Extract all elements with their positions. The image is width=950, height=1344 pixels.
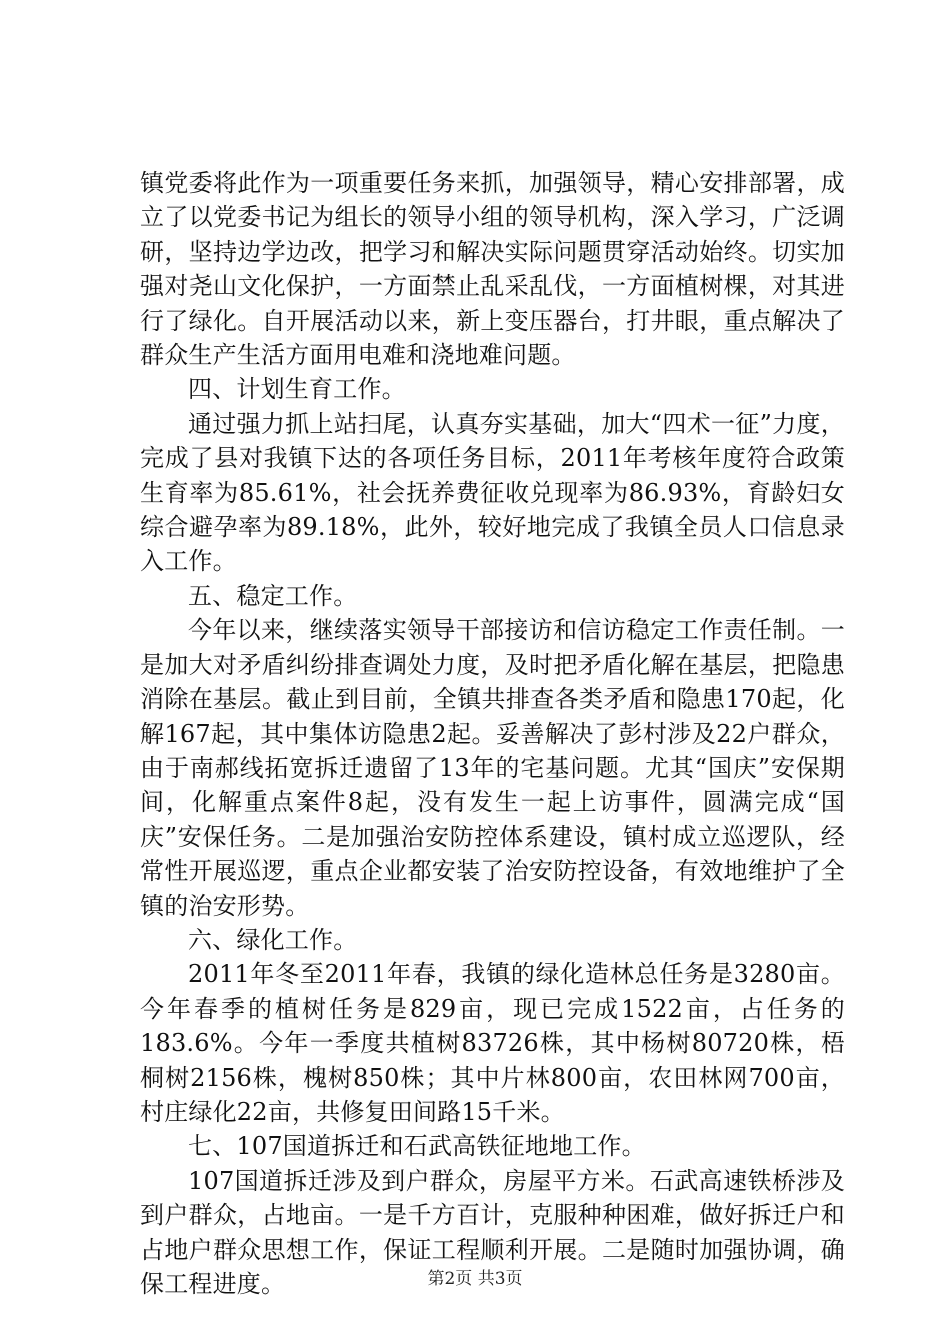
- paragraph-highway-railway: 107国道拆迁涉及到户群众，房屋平方米。石武高速铁桥涉及到户群众，占地亩。一是千方百计，克服种种困难，做好拆迁户和占地户群众思想工作，保证工程顺利开展。二是随时加强协调，确保工程进度。: [140, 1166, 845, 1298]
- heading-stability: 五、稳定工作。: [188, 581, 358, 610]
- heading-family-planning: 四、计划生育工作。: [188, 375, 406, 404]
- paragraph-stability: 今年以来，继续落实领导干部接访和信访稳定工作责任制。一是加大对矛盾纠纷排查调处力度，及时把矛盾化解在基层，把隐患消除在基层。截止到目前，全镇共排查各类矛盾和隐患170起，化解167起，其中集体访隐患2起。妥善解决了彭村涉及22户群众，由于南郝线拓宽拆迁遗留了13年的宅基问题。尤其“国庆”安保期间，化解重点案件8起，没有发生一起上访事件，圆满完成“国庆”安保任务。二是加强治安防控体系建设，镇村成立巡逻队，经常性开展巡逻，重点企业都安装了治安防控设备，有效地维护了全镇的治安形势。: [140, 616, 845, 920]
- paragraph-party-committee: 镇党委将此作为一项重要任务来抓，加强领导，精心安排部署，成立了以党委书记为组长的领导小组的领导机构，深入学习，广泛调研，坚持边学边改，把学习和解决实际问题贯穿活动始终。切实加强对尧山文化保护，一方面禁止乱采乱伐，一方面植树棵，对其进行了绿化。自开展活动以来，新上变压器台，打井眼，重点解决了群众生产生活方面用电难和浇地难问题。: [140, 169, 845, 370]
- paragraph-greening: 2011年冬至2011年春，我镇的绿化造林总任务是3280亩。今年春季的植树任务是829亩，现已完成1522亩，占任务的183.6%。今年一季度共植树83726株，其中杨树80720株，梧桐树2156株，槐树850株；其中片林800亩，农田林网700亩，村庄绿化22亩，共修复田间路15千米。: [140, 960, 845, 1126]
- page-number-footer: 第2页 共3页: [427, 1269, 523, 1289]
- paragraph-family-planning: 通过强力抓上站扫尾，认真夯实基础，加大“四术一征”力度，完成了县对我镇下达的各项任务目标，2011年考核年度符合政策生育率为85.61%，社会抚养费征收兑现率为86.93%，育龄妇女综合避孕率为89.18%，此外，较好地完成了我镇全员人口信息录入工作。: [140, 409, 845, 576]
- heading-highway-railway: 七、107国道拆迁和石武高铁征地地工作。: [188, 1132, 646, 1161]
- heading-greening: 六、绿化工作。: [188, 925, 358, 954]
- document-body: [140, 166, 845, 1301]
